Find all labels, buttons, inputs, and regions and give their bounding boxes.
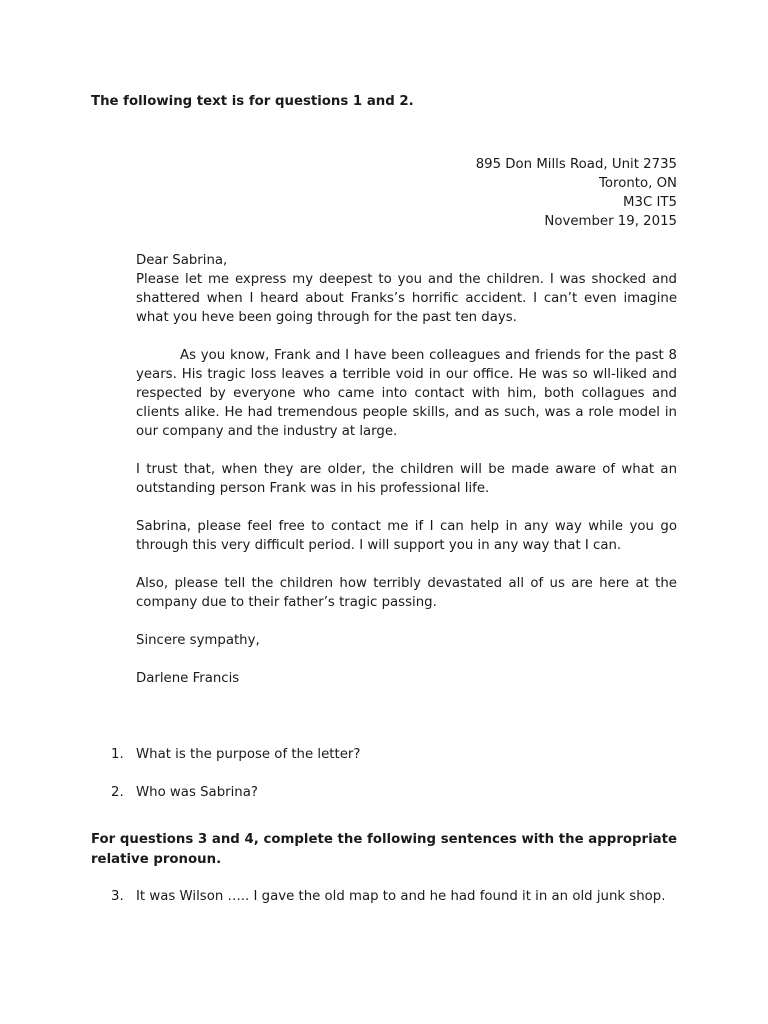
question-number: 1. xyxy=(111,747,124,762)
address-line-3: M3C IT5 xyxy=(623,195,677,210)
question-item xyxy=(91,887,677,906)
question-text: It was Wilson ….. I gave the old map to and he had found it in an old junk shop. xyxy=(136,889,666,904)
question-item xyxy=(91,745,677,764)
letter-body xyxy=(136,251,677,688)
question-text: What is the purpose of the letter? xyxy=(136,747,361,762)
letter-paragraph-1: Please let me express my deepest to you and the children. I was shocked and shattered when I heard about Franks’s horrific accident. I can’t even imagine what you heve been going through for the past ten days. xyxy=(136,272,677,325)
letter-paragraph-5: Also, please tell the children how terribly devastated all of us are here at the company due to their father’s tragic passing. xyxy=(136,576,677,610)
letter-signature: Darlene Francis xyxy=(136,671,240,686)
letter-date: November 19, 2015 xyxy=(544,214,677,229)
question-number: 2. xyxy=(111,785,124,800)
section-heading: The following text is for questions 1 and 2. xyxy=(91,94,414,109)
salutation: Dear Sabrina, xyxy=(136,253,228,268)
address-line-2: Toronto, ON xyxy=(599,176,677,191)
letter-paragraph-2: As you know, Frank and I have been colleagues and friends for the past 8 years. His tragic loss leaves a terrible void in our office. He was so wll-liked and respected by everyone who came into contact with him, both collagues and clients alike. He had tremendous people skills, and as such, was a role model in our company and the industry at large. xyxy=(136,348,677,439)
question-text: Who was Sabrina? xyxy=(136,785,258,800)
question-number: 3. xyxy=(111,889,124,904)
question-list-2 xyxy=(91,887,677,906)
sender-address xyxy=(476,155,677,231)
letter-paragraph-3: I trust that, when they are older, the children will be made aware of what an outstanding person Frank was in his professional life. xyxy=(136,462,677,496)
section-2-heading: For questions 3 and 4, complete the following sentences with the appropriate relative pronoun. xyxy=(91,832,677,867)
address-line-1: 895 Don Mills Road, Unit 2735 xyxy=(475,157,677,172)
question-list-1 xyxy=(91,745,677,802)
question-item xyxy=(91,783,677,802)
letter-paragraph-4: Sabrina, please feel free to contact me if I can help in any way while you go through this very difficult period. I will support you in any way that I can. xyxy=(136,519,677,553)
letter-closing: Sincere sympathy, xyxy=(136,633,260,648)
